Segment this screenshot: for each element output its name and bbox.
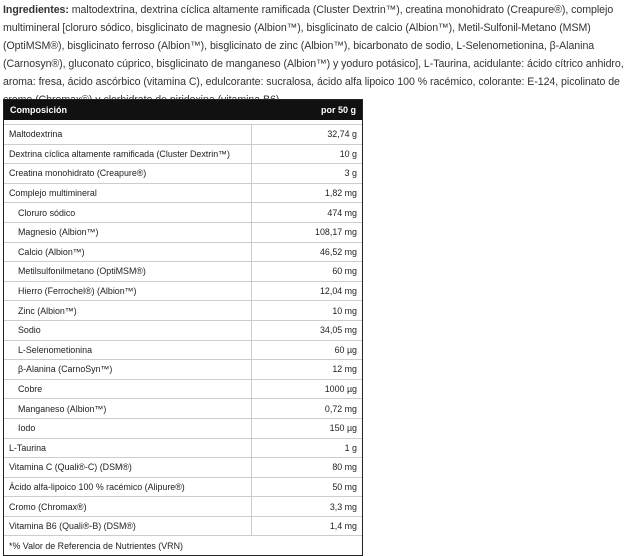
- nutrient-amount: 1 g: [251, 438, 362, 458]
- nutrient-amount: 12 mg: [251, 360, 362, 380]
- table-row: [4, 438, 362, 458]
- nutrient-name: Creatina monohidrato (Creapure®): [4, 164, 251, 184]
- table-row: [4, 144, 362, 164]
- nutrient-name: β-Alanina (CarnoSyn™): [4, 360, 251, 380]
- nutrient-amount: 0,72 mg: [251, 399, 362, 419]
- table-row: [4, 301, 362, 321]
- table-row: [4, 418, 362, 438]
- nutrient-name: L-Taurina: [4, 438, 251, 458]
- nutrient-name: Cloruro sódico: [4, 203, 251, 223]
- nutrient-name: Vitamina B6 (Quali®-B) (DSM®): [4, 516, 251, 536]
- table-row: [4, 222, 362, 242]
- table-header-row: [4, 100, 362, 120]
- nutrient-name: Zinc (Albion™): [4, 301, 251, 321]
- nutrient-name: L-Selenometionina: [4, 340, 251, 360]
- nutrient-name: Vitamina C (Quali®-C) (DSM®): [4, 458, 251, 478]
- nutrient-amount: 32,74 g: [251, 125, 362, 145]
- nutrient-name: Sodio: [4, 320, 251, 340]
- nutrient-amount: 50 mg: [251, 477, 362, 497]
- nutrient-name: Magnesio (Albion™): [4, 222, 251, 242]
- composition-table: [3, 99, 363, 556]
- table-row: [4, 183, 362, 203]
- ingredients-text: maltodextrina, dextrina cíclica altamente ramificada (Cluster Dextrin™), creatina monohidrato (Creapure®), complejo multimineral [cloruro sódico, bisglicinato de magnesio (Albion™), bisglicinato de calcio (Albion™), Metil-Sulfonil-Metano (MSM) (OptiMSM®), bisglicinato ferroso (Albion™), bisglicinato de zinc (Albion™), bicarbonato de sodio, L-Selenometionina, β-Alanina (Carnosyn®), gluconato cúprico, bisglicinato de manganeso (Albion™) y yoduro potásico], L-Taurina, acidulante: ácido cítrico anhidro, aroma: fresa, ácido ascórbico (vitamina C), edulcorante: sucralosa, ácido alfa lipoico 100 % racémico, colorante: E-124, picolinato de: [3, 4, 624, 88]
- nutrient-name: Cromo (Chromax®): [4, 497, 251, 517]
- table-row: [4, 242, 362, 262]
- column-header-composition: Composición: [4, 100, 251, 120]
- nutrient-name: Dextrina cíclica altamente ramificada (Cluster Dextrin™): [4, 144, 251, 164]
- table-row: [4, 399, 362, 419]
- nutrient-amount: 3,3 mg: [251, 497, 362, 517]
- table-row: [4, 379, 362, 399]
- nutrient-name: Metilsulfonilmetano (OptiMSM®): [4, 262, 251, 282]
- nutrient-amount: 60 µg: [251, 340, 362, 360]
- nutrient-name: Complejo multimineral: [4, 183, 251, 203]
- nutrient-name: Iodo: [4, 418, 251, 438]
- nutrient-amount: 474 mg: [251, 203, 362, 223]
- table-row: [4, 340, 362, 360]
- nutrient-amount: 34,05 mg: [251, 320, 362, 340]
- nutrient-amount: 60 mg: [251, 262, 362, 282]
- ingredients-paragraph: [3, 1, 637, 109]
- nutrient-amount: 46,52 mg: [251, 242, 362, 262]
- nutrient-amount: 80 mg: [251, 458, 362, 478]
- nutrient-amount: 12,04 mg: [251, 281, 362, 301]
- table-row: [4, 516, 362, 536]
- table-row: [4, 477, 362, 497]
- table-row: [4, 125, 362, 145]
- table-row: [4, 164, 362, 184]
- ingredients-label: Ingredientes:: [3, 4, 69, 16]
- nutrient-name: Cobre: [4, 379, 251, 399]
- nutrient-amount: 150 µg: [251, 418, 362, 438]
- nutrient-name: Calcio (Albion™): [4, 242, 251, 262]
- table-row: [4, 262, 362, 282]
- table-row: [4, 281, 362, 301]
- nutrient-amount: 108,17 mg: [251, 222, 362, 242]
- nutrient-amount: 1000 µg: [251, 379, 362, 399]
- table-row: [4, 320, 362, 340]
- nutrient-amount: 1,82 mg: [251, 183, 362, 203]
- table-row: [4, 360, 362, 380]
- nutrient-amount: 3 g: [251, 164, 362, 184]
- table-row: [4, 497, 362, 517]
- nutrient-name: Ácido alfa-lipoico 100 % racémico (Alipure®): [4, 477, 251, 497]
- nutrient-amount: 10 g: [251, 144, 362, 164]
- nutrient-name: Hierro (Ferrochel®) (Albion™): [4, 281, 251, 301]
- footnote: *% Valor de Referencia de Nutrientes (VRN): [4, 536, 362, 555]
- table-footer-row: [4, 536, 362, 555]
- column-header-amount: por 50 g: [251, 100, 362, 120]
- nutrient-amount: 10 mg: [251, 301, 362, 321]
- table-row: [4, 203, 362, 223]
- table-row: [4, 458, 362, 478]
- nutrient-name: Maltodextrina: [4, 125, 251, 145]
- nutrient-name: Manganeso (Albion™): [4, 399, 251, 419]
- nutrient-amount: 1,4 mg: [251, 516, 362, 536]
